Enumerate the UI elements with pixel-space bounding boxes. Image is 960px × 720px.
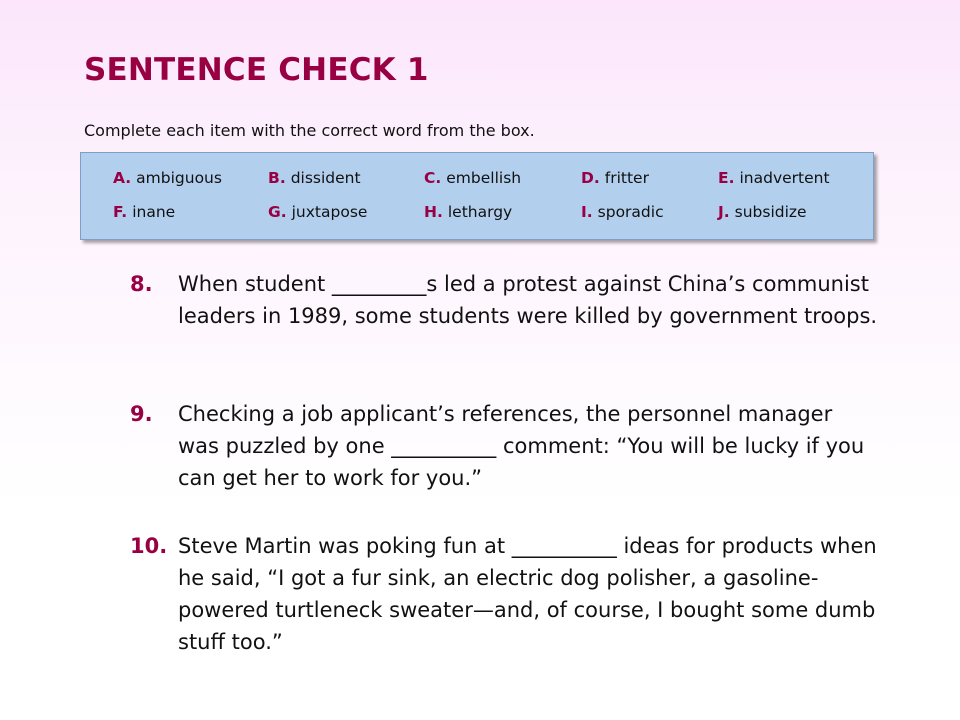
word-option-a [113, 169, 222, 187]
word-box [80, 152, 874, 240]
word-letter: I. [581, 203, 593, 221]
word-text: inane [132, 203, 176, 221]
word-text: embellish [446, 169, 522, 187]
word-letter: B. [268, 169, 286, 187]
word-text: subsidize [734, 203, 807, 221]
page-title: SENTENCE CHECK 1 [84, 52, 429, 88]
word-letter: E. [718, 169, 735, 187]
word-text: sporadic [597, 203, 664, 221]
word-option-g [268, 203, 367, 221]
item-number: 10. [130, 534, 168, 558]
word-text: lethargy [447, 203, 513, 221]
item-text: When student _________s led a protest against China’s communist leaders in 1989, some students were killed by government troops. [178, 272, 878, 328]
word-option-b [268, 169, 361, 187]
word-letter: A. [113, 169, 132, 187]
word-text: ambiguous [136, 169, 222, 187]
item-number: 9. [130, 402, 153, 426]
item-text: Checking a job applicant’s references, the personnel manager was puzzled by one __________ comment: “You will be lucky if you can get her to work for you.” [178, 402, 865, 490]
word-option-i [581, 203, 664, 221]
item-text: Steve Martin was poking fun at __________ ideas for products when he said, “I got a fur sink, an electric dog polisher, a gasoline-powered turtleneck sweater—and, of course, I bought some dumb stuff too.” [178, 534, 877, 654]
word-option-e [718, 169, 830, 187]
word-option-j [718, 203, 807, 221]
item-number: 8. [130, 272, 153, 296]
word-letter: D. [581, 169, 600, 187]
word-letter: F. [113, 203, 128, 221]
word-letter: H. [424, 203, 443, 221]
word-option-h [424, 203, 512, 221]
word-text: fritter [604, 169, 649, 187]
word-text: dissident [290, 169, 361, 187]
word-text: inadvertent [739, 169, 830, 187]
word-letter: C. [424, 169, 442, 187]
instructions-text: Complete each item with the correct word from the box. [84, 121, 535, 140]
word-option-d [581, 169, 649, 187]
word-option-c [424, 169, 521, 187]
word-letter: G. [268, 203, 287, 221]
word-option-f [113, 203, 175, 221]
word-letter: J. [718, 203, 730, 221]
word-text: juxtapose [291, 203, 368, 221]
